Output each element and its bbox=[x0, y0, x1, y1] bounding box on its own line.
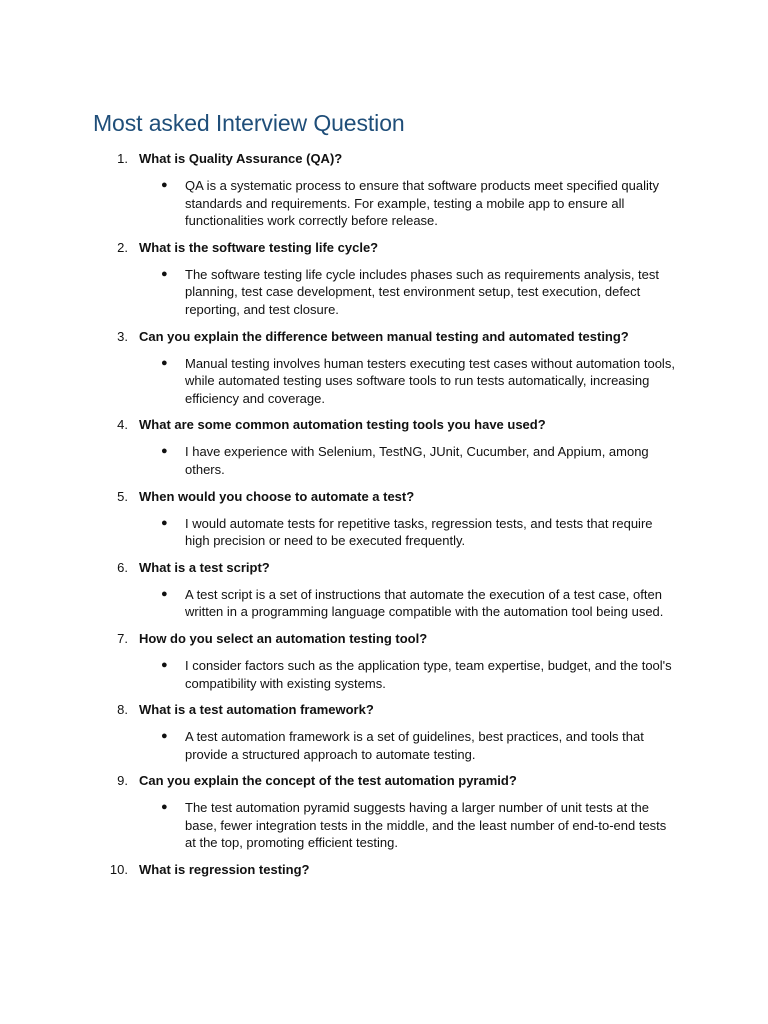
answer-bullet bbox=[139, 266, 678, 319]
question-item-5 bbox=[93, 488, 678, 550]
question-item-6 bbox=[93, 559, 678, 621]
bullet-icon: ● bbox=[161, 356, 168, 369]
question-number: 1. bbox=[117, 151, 128, 166]
answer-bullet bbox=[139, 177, 678, 230]
question-text: What is a test script? bbox=[139, 559, 270, 575]
bullet-icon: ● bbox=[161, 179, 168, 191]
question-number: 6. bbox=[117, 559, 128, 575]
question-text: What are some common automation testing tools you have used? bbox=[139, 417, 546, 433]
bullet-icon: ● bbox=[161, 445, 168, 458]
question-text: How do you select an automation testing tool? bbox=[139, 630, 428, 646]
answer-text: I would automate tests for repetitive tasks, regression tests, and tests that require high precision or need to be executed frequently. bbox=[185, 515, 653, 549]
question-number: 5. bbox=[117, 488, 128, 504]
question-text: What is regression testing? bbox=[139, 862, 310, 878]
question-number: 9. bbox=[117, 773, 128, 789]
answer-text: I have experience with Selenium, TestNG, JUnit, Cucumber, and Appium, among others. bbox=[185, 444, 649, 477]
question-text: What is Quality Assurance (QA)? bbox=[139, 151, 343, 166]
question-number: 3. bbox=[117, 328, 128, 344]
document-title: Most asked Interview Question bbox=[93, 110, 405, 136]
bullet-icon: ● bbox=[161, 801, 168, 814]
answer-bullet bbox=[139, 728, 678, 763]
question-item-8 bbox=[93, 701, 678, 763]
answer-bullet bbox=[139, 586, 678, 621]
bullet-icon: ● bbox=[161, 267, 168, 280]
question-item-1 bbox=[93, 150, 678, 230]
answer-text: I consider factors such as the application type, team expertise, budget, and the tool's compatibility with existing systems. bbox=[185, 657, 672, 691]
answer-text: A test automation framework is a set of guidelines, best practices, and tools that provide a structured approach to automate testing. bbox=[185, 729, 644, 762]
answer-bullet bbox=[139, 799, 678, 852]
question-number: 7. bbox=[117, 630, 128, 646]
answer-text: The test automation pyramid suggests having a larger number of unit tests at the base, fewer integration tests in the middle, and the least number of end-to-end tests at the top, promoting efficient testing. bbox=[185, 800, 667, 851]
question-number: 10. bbox=[109, 862, 128, 878]
answer-bullet bbox=[139, 515, 678, 550]
question-text: Can you explain the difference between manual testing and automated testing? bbox=[139, 328, 629, 344]
question-text: Can you explain the concept of the test automation pyramid? bbox=[139, 773, 517, 789]
question-text: When would you choose to automate a test? bbox=[139, 488, 415, 504]
bullet-icon: ● bbox=[161, 587, 168, 600]
question-list bbox=[93, 150, 678, 879]
question-text: What is the software testing life cycle? bbox=[139, 239, 379, 255]
question-number: 2. bbox=[117, 239, 128, 255]
bullet-icon: ● bbox=[161, 658, 168, 671]
question-number: 4. bbox=[117, 417, 128, 433]
question-text: What is a test automation framework? bbox=[139, 702, 374, 718]
answer-text: Manual testing involves human testers executing test cases without automation tools, while automated testing uses software tools to run tests automatically, increasing efficiency and coverage. bbox=[185, 355, 675, 406]
bullet-icon: ● bbox=[161, 516, 168, 529]
answer-text: QA is a systematic process to ensure that software products meet specified quality standards and requirements. For example, testing a mobile app to ensure all functionalities work correctly before release. bbox=[185, 178, 659, 229]
question-number: 8. bbox=[117, 702, 128, 718]
question-item-2 bbox=[93, 239, 678, 319]
answer-bullet bbox=[139, 657, 678, 692]
question-item-4 bbox=[93, 416, 678, 478]
question-item-3 bbox=[93, 328, 678, 408]
answer-text: A test script is a set of instructions that automate the execution of a test case, often written in a programming language compatible with the automation tool being used. bbox=[185, 586, 664, 620]
answer-bullet bbox=[139, 443, 678, 478]
question-item-10 bbox=[93, 861, 678, 879]
question-item-7 bbox=[93, 630, 678, 692]
answer-bullet bbox=[139, 355, 678, 408]
bullet-icon: ● bbox=[161, 730, 168, 743]
answer-text: The software testing life cycle includes phases such as requirements analysis, test planning, test case development, test environment setup, test execution, defect reporting, and test closure. bbox=[185, 266, 660, 317]
question-item-9 bbox=[93, 772, 678, 852]
